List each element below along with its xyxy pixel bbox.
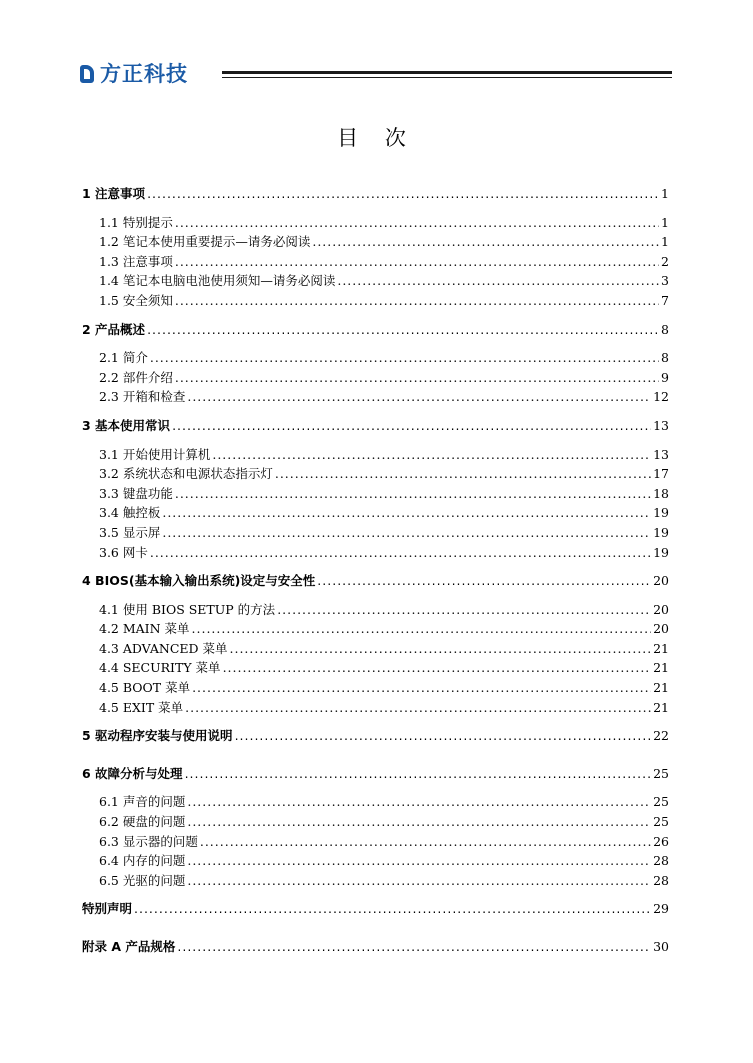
toc-entry-label: 4.1 使用 BIOS SETUP 的方法 (99, 601, 276, 617)
toc-entry-label: 2.3 开箱和检查 (99, 389, 186, 405)
toc-subsection-entry[interactable] (82, 678, 669, 698)
toc-subsection-entry[interactable] (82, 271, 669, 291)
toc-section-entry[interactable] (82, 416, 669, 436)
toc-section-entry[interactable] (82, 320, 669, 340)
toc-dot-leader (162, 523, 651, 543)
toc-entry-label: 6.1 声音的问题 (99, 794, 186, 810)
table-of-contents (82, 184, 669, 966)
toc-dot-leader (147, 320, 659, 340)
toc-dot-leader (317, 571, 651, 591)
toc-gap (82, 717, 669, 726)
toc-dot-leader (185, 764, 652, 784)
toc-entry-label: 5 驱动程序安装与使用说明 (82, 728, 233, 744)
toc-dot-leader (223, 658, 652, 678)
toc-gap (82, 204, 669, 213)
toc-subsection-entry[interactable] (82, 252, 669, 272)
toc-gap (82, 591, 669, 600)
toc-entry-page: 20 (653, 621, 669, 637)
toc-subsection-entry[interactable] (82, 484, 669, 504)
toc-gap (82, 755, 669, 764)
toc-entry-label: 3.6 网卡 (99, 544, 148, 560)
toc-dot-leader (187, 871, 651, 891)
toc-entry-page: 12 (653, 389, 669, 405)
toc-subsection-entry[interactable] (82, 698, 669, 718)
toc-subsection-entry[interactable] (82, 658, 669, 678)
toc-entry-page: 13 (653, 417, 669, 433)
toc-gap (82, 339, 669, 348)
header-rule-thin (222, 77, 672, 78)
toc-entry-page: 8 (661, 321, 669, 337)
toc-gap (82, 562, 669, 571)
toc-entry-label: 4.5 EXIT 菜单 (99, 699, 184, 715)
toc-entry-label: 2 产品概述 (82, 321, 146, 337)
toc-dot-leader (150, 348, 659, 368)
toc-dot-leader (187, 812, 651, 832)
header-rule-thick (222, 71, 672, 74)
toc-dot-leader (192, 678, 651, 698)
logo-text: 方正科技 (100, 62, 188, 86)
toc-entry-label: 6.2 硬盘的问题 (99, 814, 186, 830)
logo-mark-icon (80, 65, 94, 83)
toc-entry-label: 6 故障分析与处理 (82, 765, 183, 781)
toc-dot-leader (175, 368, 659, 388)
toc-entry-label: 6.4 内存的问题 (99, 853, 186, 869)
toc-dot-leader (230, 639, 652, 659)
toc-gap (82, 407, 669, 416)
toc-entry-page: 1 (661, 234, 669, 250)
toc-entry-page: 19 (653, 505, 669, 521)
toc-subsection-entry[interactable] (82, 871, 669, 891)
toc-section-entry[interactable] (82, 899, 669, 919)
toc-entry-page: 29 (653, 901, 669, 917)
toc-entry-page: 8 (661, 350, 669, 366)
toc-entry-label: 1.5 安全须知 (99, 292, 173, 308)
toc-dot-leader (212, 445, 651, 465)
toc-entry-page: 17 (653, 466, 669, 482)
toc-entry-page: 20 (653, 601, 669, 617)
toc-dot-leader (187, 387, 651, 407)
toc-subsection-entry[interactable] (82, 387, 669, 407)
toc-dot-leader (150, 543, 651, 563)
toc-entry-label: 3.5 显示屏 (99, 524, 161, 540)
toc-entry-page: 21 (653, 640, 669, 656)
toc-dot-leader (187, 851, 651, 871)
toc-gap (82, 436, 669, 445)
toc-dot-leader (175, 291, 659, 311)
toc-entry-page: 26 (653, 833, 669, 849)
toc-subsection-entry[interactable] (82, 543, 669, 563)
toc-section-entry[interactable] (82, 764, 669, 784)
toc-dot-leader (185, 698, 651, 718)
toc-entry-page: 28 (653, 853, 669, 869)
toc-entry-label: 1.4 笔记本电脑电池使用须知—请务必阅读 (99, 273, 336, 289)
toc-entry-page: 21 (653, 660, 669, 676)
toc-dot-leader (235, 726, 652, 746)
toc-dot-leader (162, 503, 651, 523)
toc-entry-page: 18 (653, 485, 669, 501)
toc-entry-label: 3.1 开始使用计算机 (99, 446, 211, 462)
toc-entry-label: 1.1 特别提示 (99, 214, 173, 230)
toc-entry-label: 4.4 SECURITY 菜单 (99, 660, 221, 676)
toc-dot-leader (175, 484, 651, 504)
toc-subsection-entry[interactable] (82, 464, 669, 484)
toc-entry-label: 6.5 光驱的问题 (99, 872, 186, 888)
toc-entry-label: 2.2 部件介绍 (99, 369, 173, 385)
toc-subsection-entry[interactable] (82, 232, 669, 252)
toc-dot-leader (312, 232, 659, 252)
toc-entry-page: 13 (653, 446, 669, 462)
page-header (80, 60, 672, 90)
toc-dot-leader (200, 832, 651, 852)
toc-section-entry[interactable] (82, 184, 669, 204)
toc-subsection-entry[interactable] (82, 348, 669, 368)
toc-entry-label: 6.3 显示器的问题 (99, 833, 198, 849)
toc-entry-label: 4.5 BOOT 菜单 (99, 680, 191, 696)
toc-entry-label: 3.3 键盘功能 (99, 485, 173, 501)
toc-entry-page: 2 (661, 253, 669, 269)
toc-gap (82, 783, 669, 792)
toc-subsection-entry[interactable] (82, 639, 669, 659)
toc-entry-label: 4.2 MAIN 菜单 (99, 621, 190, 637)
toc-entry-label: 3.4 触控板 (99, 505, 161, 521)
toc-entry-label: 特别声明 (82, 901, 133, 917)
toc-entry-page: 22 (653, 728, 669, 744)
toc-entry-page: 30 (653, 939, 669, 954)
toc-entry-page: 1 (661, 214, 669, 230)
toc-entry-page: 25 (653, 794, 669, 810)
toc-dot-leader (337, 271, 659, 291)
toc-gap (82, 890, 669, 899)
toc-dot-leader (175, 252, 659, 272)
toc-gap (82, 928, 669, 937)
toc-dot-leader (172, 416, 651, 436)
toc-entry-page: 20 (653, 573, 669, 589)
toc-dot-leader (277, 600, 651, 620)
toc-entry-page: 21 (653, 680, 669, 696)
toc-entry-page: 1 (661, 186, 669, 201)
toc-entry-page: 25 (653, 814, 669, 830)
toc-subsection-entry[interactable] (82, 619, 669, 639)
toc-dot-leader (147, 184, 659, 204)
toc-subsection-entry[interactable] (82, 792, 669, 812)
toc-entry-page: 21 (653, 699, 669, 715)
toc-subsection-entry[interactable] (82, 851, 669, 871)
toc-entry-page: 7 (661, 292, 669, 308)
toc-entry-label: 3.2 系统状态和电源状态指示灯 (99, 466, 273, 482)
toc-entry-label: 1 注意事项 (82, 186, 146, 201)
toc-entry-label: 4.3 ADVANCED 菜单 (99, 640, 228, 656)
toc-dot-leader (177, 937, 651, 957)
toc-subsection-entry[interactable] (82, 445, 669, 465)
toc-subsection-entry[interactable] (82, 832, 669, 852)
toc-subsection-entry[interactable] (82, 291, 669, 311)
company-logo (80, 60, 188, 88)
toc-gap (82, 919, 669, 928)
toc-gap (82, 746, 669, 755)
toc-entry-page: 25 (653, 765, 669, 781)
toc-subsection-entry[interactable] (82, 503, 669, 523)
toc-entry-label: 1.3 注意事项 (99, 253, 173, 269)
toc-dot-leader (275, 464, 651, 484)
toc-entry-page: 3 (661, 273, 669, 289)
toc-entry-label: 2.1 简介 (99, 350, 148, 366)
toc-gap (82, 311, 669, 320)
toc-section-entry[interactable] (82, 726, 669, 746)
toc-dot-leader (187, 792, 651, 812)
toc-subsection-entry[interactable] (82, 523, 669, 543)
toc-subsection-entry[interactable] (82, 368, 669, 388)
toc-entry-label: 4 BIOS(基本输入输出系统)设定与安全性 (82, 573, 316, 589)
toc-dot-leader (175, 213, 659, 233)
toc-subsection-entry[interactable] (82, 213, 669, 233)
toc-dot-leader (134, 899, 651, 919)
toc-subsection-entry[interactable] (82, 812, 669, 832)
toc-entry-label: 附录 A 产品规格 (82, 939, 176, 954)
toc-subsection-entry[interactable] (82, 600, 669, 620)
toc-dot-leader (192, 619, 652, 639)
toc-section-entry[interactable] (82, 937, 669, 957)
toc-entry-page: 19 (653, 524, 669, 540)
page-title: 目 次 (337, 126, 416, 150)
toc-entry-page: 19 (653, 544, 669, 560)
toc-entry-label: 1.2 笔记本使用重要提示—请务必阅读 (99, 234, 311, 250)
toc-gap (82, 957, 669, 966)
toc-entry-page: 9 (661, 369, 669, 385)
toc-entry-label: 3 基本使用常识 (82, 417, 171, 433)
toc-section-entry[interactable] (82, 571, 669, 591)
toc-entry-page: 28 (653, 872, 669, 888)
